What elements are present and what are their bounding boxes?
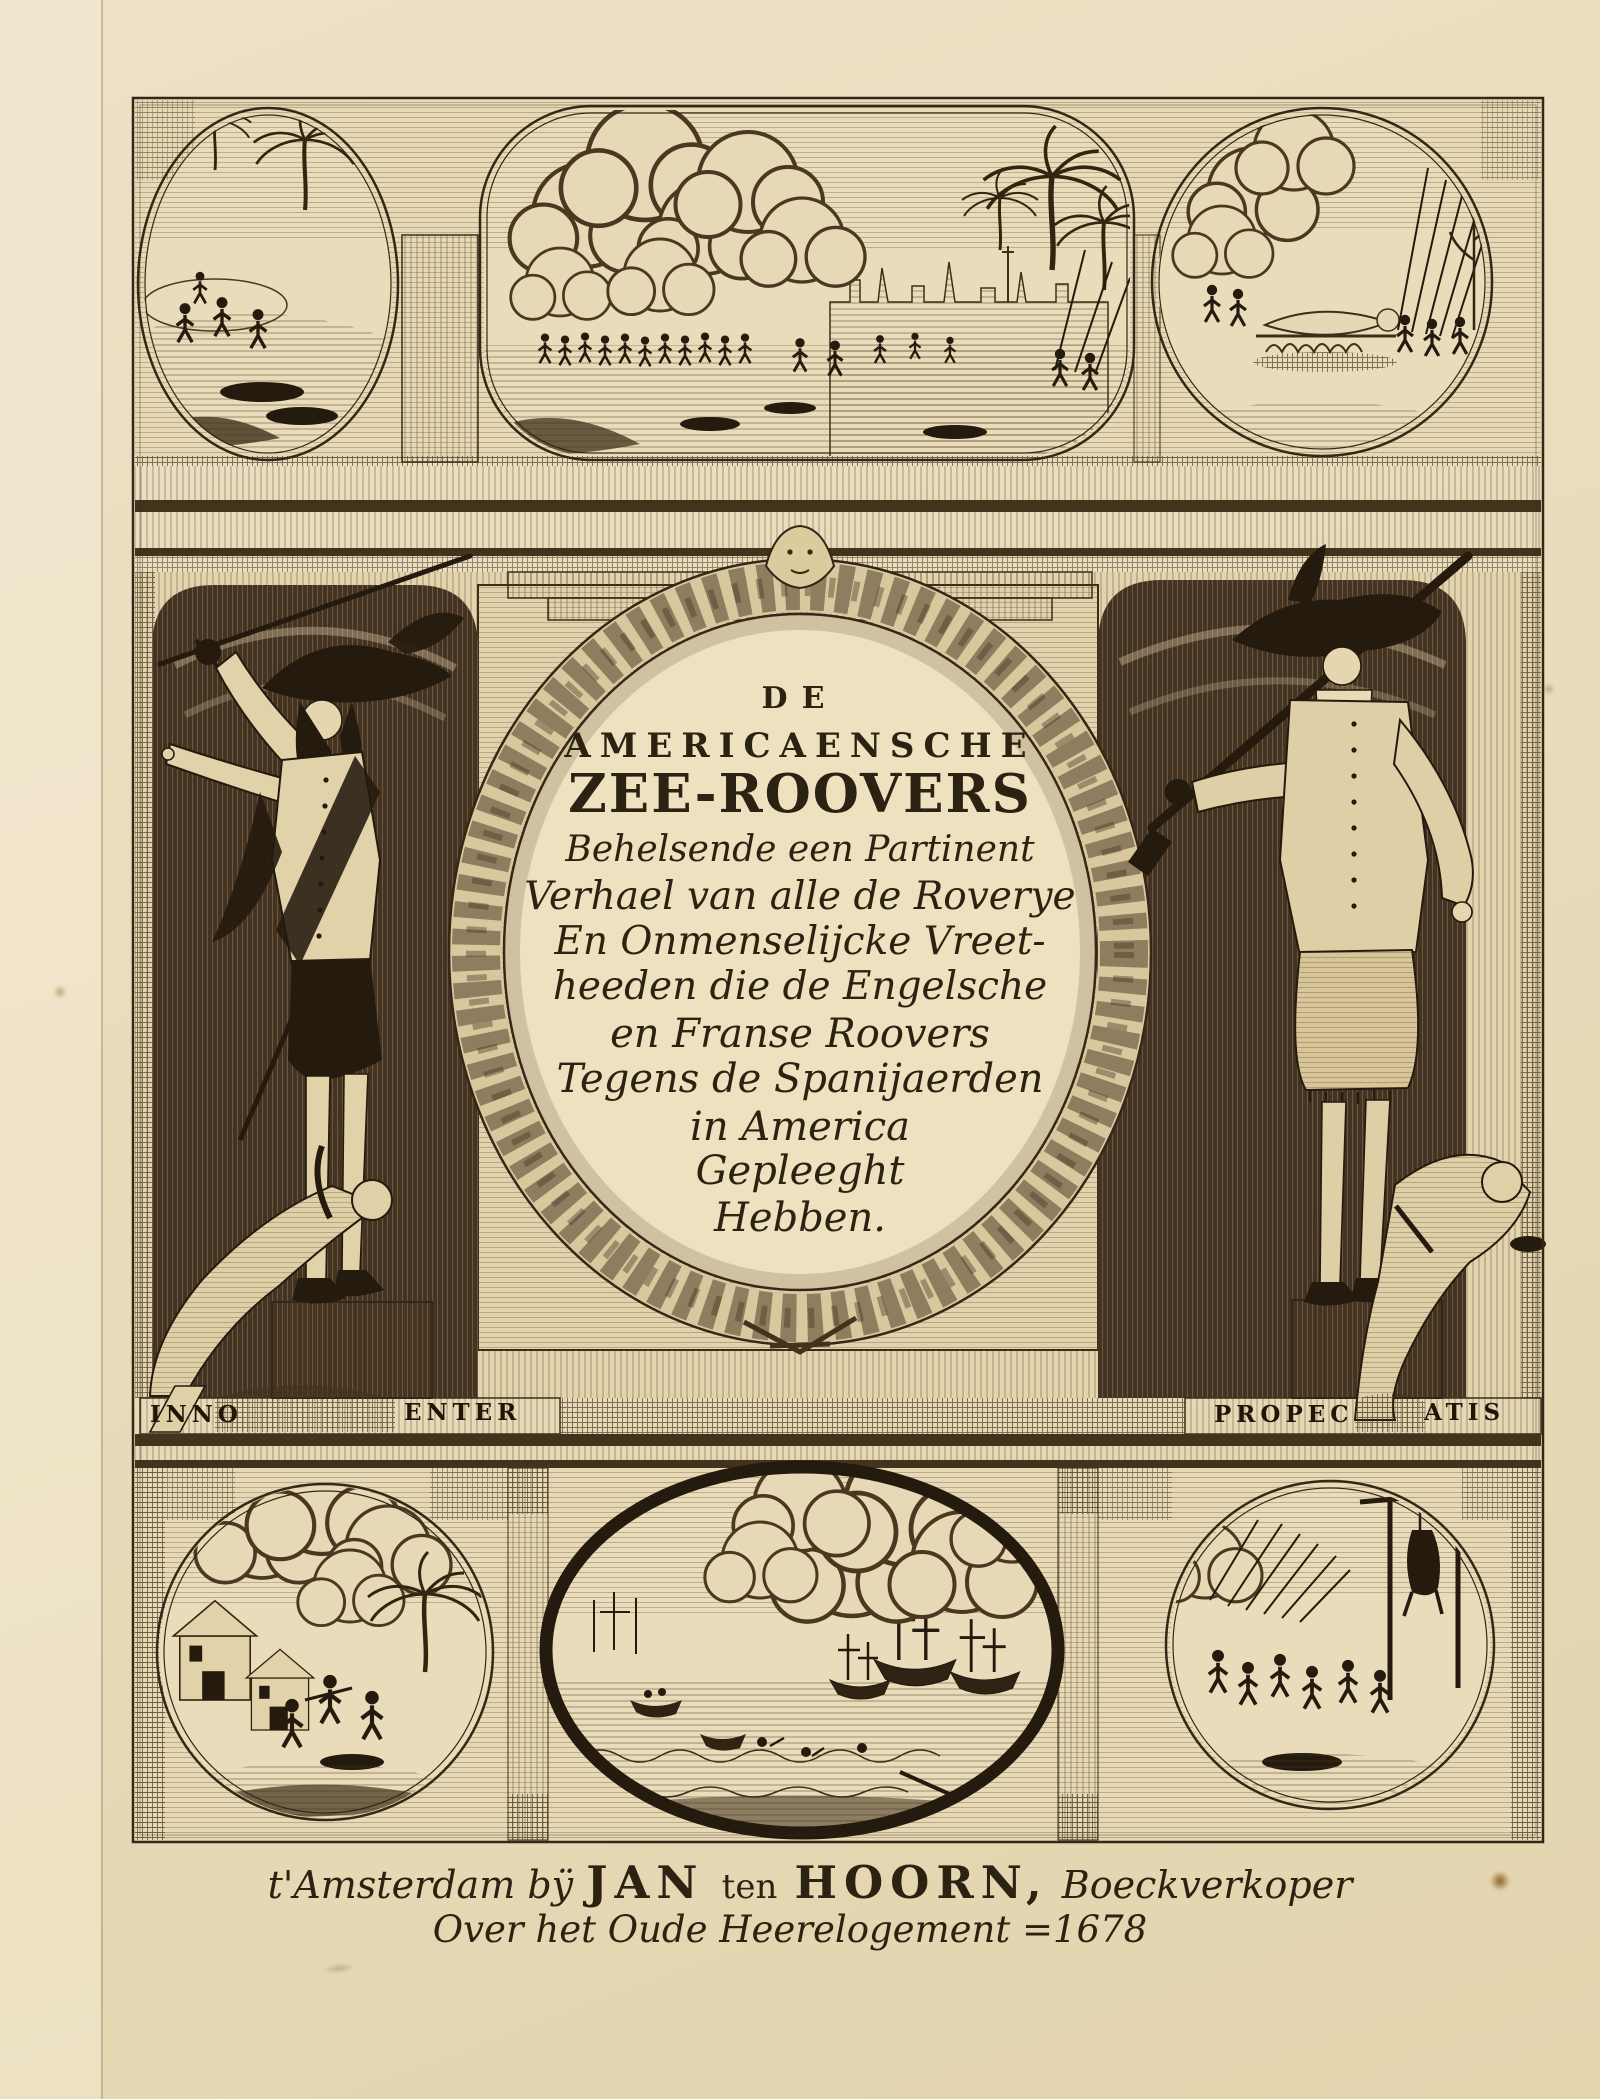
imprint-line-1 [0, 1856, 1600, 1909]
title-line-de: DE [761, 681, 839, 716]
vignette-top-center [480, 104, 1153, 462]
inscription-fragment-right-start: PROPEC [1214, 1401, 1354, 1428]
inscription-fragment-left-start: INNO [150, 1401, 243, 1428]
subtitle-line-7: in America [690, 1104, 910, 1150]
foxing-spot [1490, 1872, 1510, 1890]
subtitle-line-5: en Franse Roovers [610, 1011, 990, 1057]
title-line-americaensche: AMERICAENSCHE [564, 726, 1036, 766]
imprint-place: t'Amsterdam bÿ [267, 1863, 574, 1907]
imprint-line-2: Over het Oude Heerelogement =1678 [432, 1908, 1148, 1951]
publisher-last-name: HOORN, [794, 1856, 1049, 1909]
subtitle-line-2: Verhael van alle de Roverye [524, 874, 1076, 919]
subtitle-line-8: Gepleeght [695, 1148, 905, 1194]
inscription-fragment-right-end: ATIS [1424, 1399, 1506, 1426]
title-line-zee-roovers: ZEE-ROOVERS [568, 763, 1032, 825]
inscription-fragment-left-end: ENTER [404, 1399, 522, 1426]
publisher-first-name: JAN [586, 1856, 705, 1909]
subtitle-line-3: En Onmenselijcke Vreet- [554, 919, 1046, 964]
publisher-role: Boeckverkoper [1061, 1863, 1353, 1907]
subtitle-line-6: Tegens de Spanijaerden [556, 1056, 1044, 1102]
publisher-particle: ten [721, 1867, 778, 1907]
subtitle-line-1: Behelsende een Partinent [565, 829, 1035, 870]
upper-cornice [135, 456, 1541, 572]
subtitle-line-4: heeden die de Engelsche [552, 964, 1048, 1009]
foxing-spot [1544, 684, 1554, 694]
foxing-spot [54, 986, 66, 998]
subtitle-line-9: Hebben. [714, 1195, 886, 1241]
